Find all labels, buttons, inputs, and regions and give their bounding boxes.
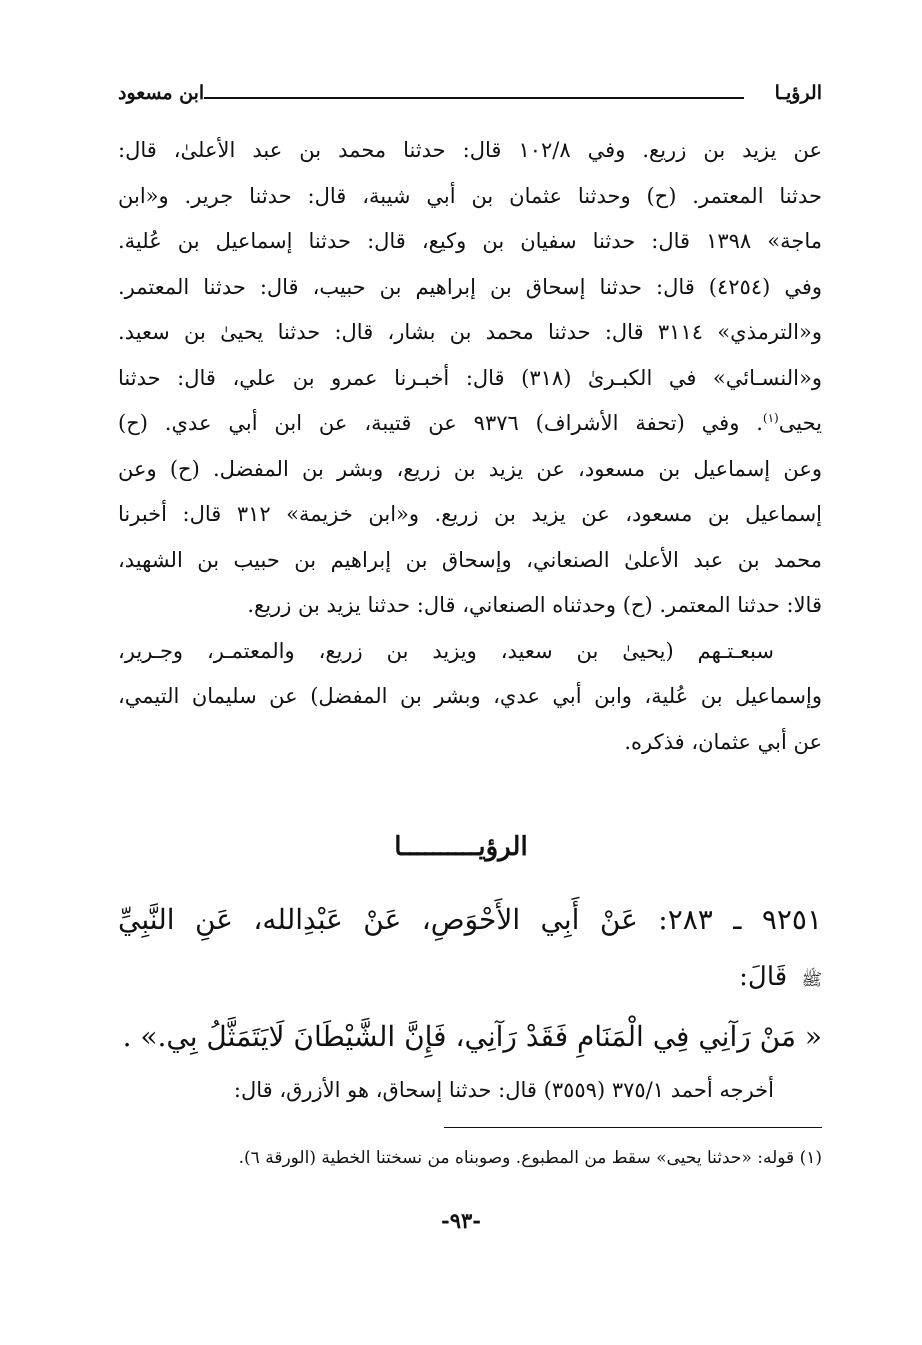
text-line: سبعـتـهم (يحيىٰ بن سعيد، ويزيد بن زريع، والمعتمـر، وجـرير، xyxy=(118,638,774,663)
salawat-glyph: ﷺ xyxy=(801,970,822,990)
main-text xyxy=(118,128,822,765)
text-line: وعن إسماعيل بن مسعود، عن يزيد بن زريع، وبشر بن المفضل. (ح) وعن xyxy=(118,456,822,481)
text-line: و«النسـائي» في الكبـرىٰ (٣١٨) قال: أخبـرنا عمرو بن علي، قال: حدثنا xyxy=(118,365,822,390)
running-header xyxy=(118,82,822,112)
text-line: و«الترمذي» ٣١١٤ قال: حدثنا محمد بن بشار، قال: حدثنا يحيىٰ بن سعيد. xyxy=(118,320,822,344)
hadith-isnad: ٩٢٥١ ـ ٢٨٣: عَنْ أَبِي الأَحْوَصِ، عَنْ عَبْدِالله، عَنِ النَّبِيِّ xyxy=(118,903,822,936)
hadith-block xyxy=(118,892,822,1112)
footnote-separator xyxy=(444,1127,822,1128)
text-line-with-footnote: يحيى$^{(١)}$. وفي (تحفة الأشراف) ٩٣٧٦ عن قتيبة، عن ابن أبي عدي. (ح) xyxy=(118,411,822,435)
text-line: قالا: حدثنا المعتمر. (ح) وحدثناه الصنعاني، قال: حدثنا يزيد بن زريع. xyxy=(247,593,822,617)
hadith-matn: « مَنْ رَآنِي فِي الْمَنَامِ فَقَدْ رَآنِي، فَإِنَّ الشَّيْطَانَ لَايَتَمَثَّلُ بِي.» . xyxy=(122,1020,822,1053)
hadith-qala-line xyxy=(118,948,822,1006)
header-rule xyxy=(204,97,744,99)
text-line: حدثنا المعتمر. (ح) وحدثنا عثمان بن أبي شيبة، قال: حدثنا جرير. و«ابن xyxy=(118,183,822,208)
page-number: -٩٣- xyxy=(441,1208,481,1233)
text-line: إسماعيل بن مسعود، عن يزيد بن زريع. و«ابن خزيمة» ٣١٢ قال: أخبرنا xyxy=(118,502,822,526)
text-line: عن يزيد بن زريع. وفي ١٠٢/٨ قال: حدثنا محمد بن عبد الأعلىٰ، قال: xyxy=(118,138,822,162)
text-fragment: وفي (تحفة الأشراف) ٩٣٧٦ عن قتيبة، عن ابن أبي عدي. (ح) xyxy=(118,411,740,435)
text-fragment: يحيى xyxy=(778,411,822,435)
text-line: ماجة» ١٣٩٨ قال: حدثنا سفيان بن وكيع، قال: حدثنا إسماعيل بن عُلية. xyxy=(118,229,822,253)
header-chapter-title: الرؤيـا xyxy=(774,82,822,104)
hadith-takhrij: أخرجه أحمد ٣٧٥/١ (٣٥٥٩) قال: حدثنا إسحاق، هو الأزرق، قال: xyxy=(233,1078,774,1102)
section-heading: الرؤيــــــــــا xyxy=(394,832,528,862)
footnote-marker: (١) xyxy=(762,411,779,425)
text-line: محمد بن عبد الأعلىٰ الصنعاني، وإسحاق بن إبراهيم بن حبيب بن الشهيد، xyxy=(118,547,822,572)
text-line: وإسماعيل بن عُلية، وابن أبي عدي، وبشر بن المفضل) عن سليمان التيمي، xyxy=(118,684,822,708)
text-line: عن أبي عثمان، فذكره. xyxy=(624,729,822,754)
text-line: وفي (٤٢٥٤) قال: حدثنا إسحاق بن إبراهيم بن حبيب، قال: حدثنا المعتمر. xyxy=(118,274,822,299)
hadith-qala: قَالَ: xyxy=(739,962,788,992)
footnote: (١) قوله: «حدثنا يحيى» سقط من المطبوع. وصوبناه من نسختنا الخطية (الورقة ٦). xyxy=(238,1148,822,1168)
header-book-title: ابن مسعود xyxy=(118,82,205,104)
